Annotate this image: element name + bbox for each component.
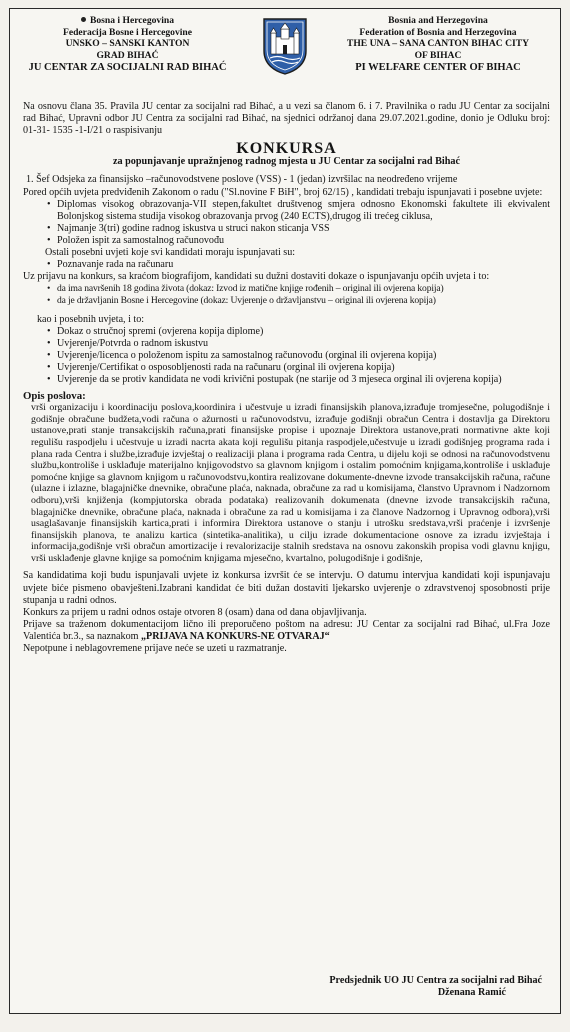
bullet-dot-icon — [81, 17, 86, 22]
coat-of-arms-crest-icon — [262, 17, 308, 75]
page-subtitle: za popunjavanje upražnjenog radnog mjesta u JU Centar za socijalni rad Bihać — [112, 156, 461, 168]
letterhead-left-line1: Bosna i Hercegovina — [89, 15, 175, 26]
special-conditions-list — [23, 199, 550, 247]
letterhead-right-line4: OF BIHAC — [414, 49, 462, 61]
list-item: • Položen ispit za samostalnog računovođu — [47, 235, 550, 247]
letterhead-right-line3: THE UNA – SANA CANTON BIHAC CITY — [346, 38, 530, 49]
general-conditions-text: Pored općih uvjeta predviđenih Zakonom o radu ("Sl.novine F BiH", broj 62/15) , kandidati trebaju ispunjavati i posebne uvjete: — [23, 186, 543, 198]
job-description-text: vrši organizaciju i koordinaciju poslova,koordinira i učestvuje u izradi finansijskih planova,izrađuje tromjesečne, polugodišnje i godišnje obračune budžeta,vodi računa o ažurnosti u računovodstvu, izrađuje godišnji obračun Centra i dostavlja ga Direktoru ustanove,prati stanje transakcijskih računa,prati finansijske propise i upoznaje Direktora ustanove,prati normativne akte koji regulišu raspodjelu i učestvuje u izradi nacrta akata koji regulišu pitanja raspodjele,učestvuje u izradi godišnjeg programa rada i plana rada Centra i službe,izrađuje izvještaj o realizaciji plana i programa rada Centra, u dijelu koji se odnosi na računovodstvenu službu,kontroliše i usklađuje materijalno knjigovodstvo sa glavnom knjigom i ostalim pomoćnim knjigama,kontroliše i usklađuje pomoćne knjige sa glavnom knjigom u računovodstvu,kontira realizovane dokumente-dnevne izvode transakcijskih računa, račune (ulazne i izlazne, blagajničke dnevnike, obračune plaća, naknada, obračune za rad u komisijama, članstvo Upravnom i Nadzornom odboru),vrši knjiženja (kompjutorska obrada podataka) realizovanih dokumenata (dnevne izvode transakcijskih računa, blagajničke dnevnike, obračune plaća, naknada i obračune za rad u komisijama i za članove Nadzornog i Upravnog odbora),vrši usaglašavanje finansijskih kartica,prati i informira Direktora ustanove o stanju i utrošku sredstava,vrši praćenje i izvršenje finansijskih planova, te analizu kartica (sintetika-analitika), u cilju izrade dokumentacione osnove za izradu izvještaja i informacija,godišnje vrši obračun amortizacije i revalorizacije stalnih sredstava na osnovu zakonskih propisa vodi glavnu knjigu, vrši usklađenje glavne knjige sa pomoćnim knjigama mjesečno, kvartalno, polugodišnje i godišnje, — [31, 402, 550, 564]
list-item: • Najmanje 3(tri) godine radnog iskustva u struci nakon sticanja VSS — [47, 223, 550, 235]
submission-label: „PRIJAVA NA KONKURS-NE OTVARAJ“ — [141, 630, 330, 642]
letterhead — [10, 9, 560, 101]
other-conditions-list — [23, 259, 550, 271]
page-title: KONKURSA — [236, 140, 337, 158]
list-item: • Dokaz o stručnoj spremi (ovjerena kopija diplome) — [47, 326, 550, 338]
job-description-title: Opis poslova: — [23, 390, 86, 403]
list-item: • Poznavanje rada na računaru — [47, 259, 550, 271]
submission-text: Prijave sa traženom dokumentacijom lično ili preporučeno poštom na adresu: JU Centar za socijalni rad Bihać, ul.Fra Joze Valentića br.3., sa naznakom — [23, 618, 550, 642]
deadline-paragraph: Konkurs za prijem u radni odnos ostaje otvoren 8 (osam) dana od dana objavljivanja. — [23, 606, 367, 618]
announcement-page — [9, 8, 561, 1014]
list-item: • Uvjerenje/Potvrda o radnom iskustvu — [47, 338, 550, 350]
list-item: • da je državljanin Bosne i Hercegovine (dokaz: Uvjerenje o državljanstvu – original ili ovjerena kopija) — [47, 295, 550, 307]
letterhead-right-organization: PI WELFARE CENTER OF BIHAC — [355, 62, 521, 73]
submission-paragraph — [23, 619, 550, 643]
special-documents-intro: kao i posebnih uvjeta, i to: — [37, 313, 145, 325]
intro-paragraph: Na osnovu člana 35. Pravila JU centar za socijalni rad Bihać, a u vezi sa članom 6. i 7. Pravilnika o radu JU Centar za socijalni rad Bihać, Upravni odbor JU Centra za socijalni rad Bihać, na sjednici održanoj dana 29.07.2021.godine, donio je Odluku broj: 01-31- 1535 -1-I/21 o raspisivanju — [23, 101, 550, 137]
signature-role: Predsjednik UO JU Centra za socijalni rad Bihać — [329, 974, 542, 986]
letterhead-left-line3: UNSKO – SANSKI KANTON — [65, 38, 190, 49]
position-item: 1. Šef Odsjeka za finansijsko –računovodstvene poslove (VSS) - 1 (jedan) izvršilac na neodređeno vrijeme — [26, 174, 458, 186]
list-item: • Uvjerenje/licenca o položenom ispitu za samostalnog računovođu (orginal ili ovjerena kopija) — [47, 350, 550, 362]
general-documents-list — [23, 283, 550, 307]
interview-paragraph: Sa kandidatima koji budu ispunjavali uvjete iz konkursa izvršit će se intervju. O datumu intervjua kandidati koji ispunjavaju uvjete biće pismeno obavješteni.Izabrani kandidat će biti dužan dostaviti ljekarsko uvjerenje o zdravstvenoj sposobnosti prije stupanja u radni odnos. — [23, 570, 550, 606]
documents-intro-text: Uz prijavu na konkurs, sa kraćom biografijom, kandidati su dužni dostaviti dokaze o ispunjavanju općih uvjeta i to: — [23, 271, 490, 283]
incomplete-note: Nepotpune i neblagovremene prijave neće se uzeti u razmatranje. — [23, 643, 287, 655]
announcement-body — [10, 101, 560, 655]
other-conditions-title: Ostali posebni uvjeti koje svi kandidati moraju ispunjavati su: — [45, 247, 296, 259]
letterhead-english — [324, 15, 552, 74]
letterhead-right-line2: Federation of Bosnia and Herzegovina — [359, 26, 517, 38]
letterhead-right-line1: Bosnia and Herzegovina — [388, 15, 488, 26]
list-item: • da ima navršenih 18 godina života (dokaz: Izvod iz matične knjige rođenih – original ili ovjerena kopija) — [47, 283, 550, 295]
letterhead-left-line2: Federacija Bosne i Hercegovine — [62, 26, 193, 38]
letterhead-local-language — [20, 15, 235, 74]
letterhead-left-country — [20, 15, 235, 27]
signature-block — [329, 975, 542, 999]
letterhead-left-organization: JU CENTAR ZA SOCIJALNI RAD BIHAĆ — [28, 62, 227, 73]
list-item: • Uvjerenje da se protiv kandidata ne vodi krivični postupak (ne starije od 3 mjeseca orginal ili ovjerena kopija) — [47, 374, 550, 386]
special-documents-list — [23, 326, 550, 386]
list-item: • Diplomas visokog obrazovanja-VII stepen,fakultet društvenog smjera odnosno Ekonomski fakultete ili ekvivalent Bolonjskog sistema studija visokog obrazovanja prvog (240 ECTS),drugog ili trećeg ciklusa, — [47, 199, 550, 223]
letterhead-left-line4: GRAD BIHAĆ — [96, 49, 159, 61]
signature-name: Dženana Ramić — [437, 986, 506, 998]
list-item: • Uvjerenje/Certifikat o osposobljenosti rada na računaru (orginal ili ovjerena kopija) — [47, 362, 550, 374]
